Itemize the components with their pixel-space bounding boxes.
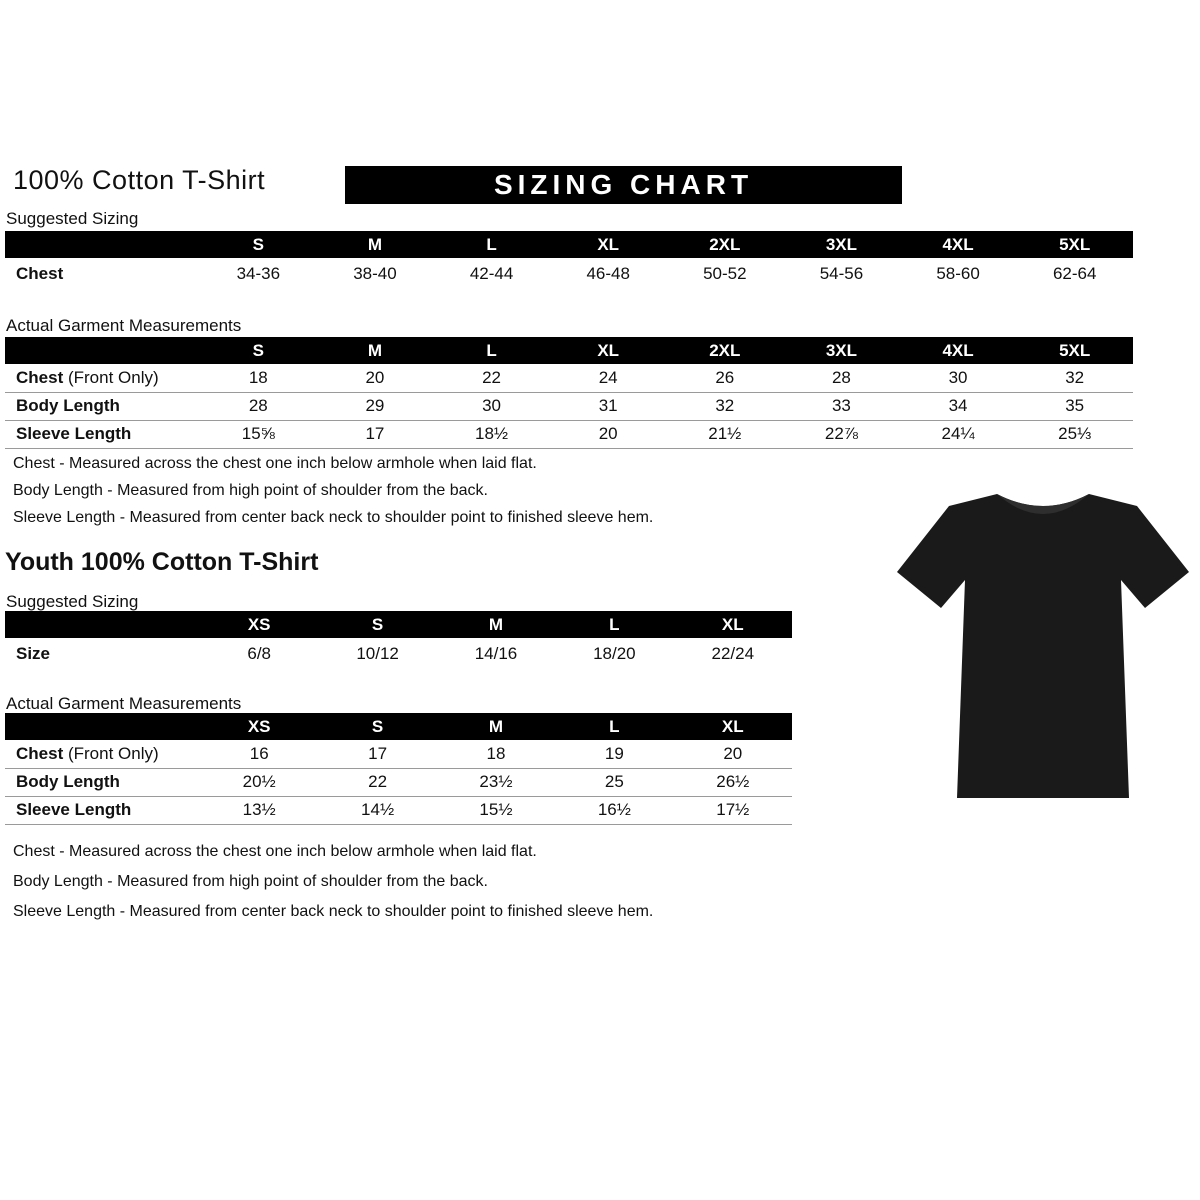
size-header-cell: L [555, 713, 673, 740]
measurement-cell: 26½ [674, 768, 792, 796]
measurement-cell: 35 [1016, 392, 1133, 420]
row-label-text: Chest [16, 743, 64, 763]
size-header-cell: L [555, 611, 673, 638]
size-header-cell: M [317, 337, 434, 364]
size-header-cell: XL [550, 337, 667, 364]
measurement-cell: 14/16 [474, 643, 518, 663]
adult-body-length-note: Body Length - Measured from high point of shoulder from the back. [13, 482, 488, 499]
measurement-cell: 17 [318, 740, 436, 768]
measurement-cell: 18/20 [593, 643, 636, 663]
adult-actual-measurements-table [5, 337, 1133, 449]
row-label-text: Sleeve Length [16, 424, 132, 443]
measurement-cell: 13½ [200, 796, 318, 824]
measurement-cell: 30 [900, 364, 1017, 392]
size-header-cell: 4XL [900, 231, 1017, 258]
size-header-cell: 5XL [1016, 337, 1133, 364]
measurement-cell: 30 [433, 392, 550, 420]
row-label-suffix-text: (Front Only) [63, 743, 159, 763]
size-header-cell: M [317, 231, 434, 258]
measurement-cell: 25 [555, 768, 673, 796]
measurement-cell: 32 [667, 392, 784, 420]
size-header-cell: 3XL [783, 337, 900, 364]
row-label [5, 638, 200, 669]
measurement-cell: 34 [900, 392, 1017, 420]
table-row [5, 768, 792, 796]
size-header-cell: 2XL [667, 337, 784, 364]
row-label [5, 420, 200, 448]
table-row [5, 420, 1133, 448]
adult-chest-note: Chest - Measured across the chest one inch below armhole when laid flat. [13, 455, 537, 472]
table-row [5, 740, 792, 768]
measurement-cell: 23½ [437, 768, 555, 796]
measurement-cell: 6/8 [247, 643, 272, 663]
measurement-cell: 17½ [674, 796, 792, 824]
measurement-cell: 28 [783, 364, 900, 392]
row-label-text: Chest [16, 367, 64, 387]
size-header-cell: L [433, 337, 550, 364]
row-label [5, 796, 200, 824]
corner-header-cell [5, 611, 200, 638]
table-row [5, 796, 792, 824]
row-label-text: Body Length [16, 772, 120, 791]
corner-header-cell [5, 337, 200, 364]
measurement-cell: 31 [550, 392, 667, 420]
youth-suggested-sizing-label: Suggested Sizing [6, 592, 139, 611]
adult-measurement-notes [13, 455, 653, 536]
measurement-cell: 19 [555, 740, 673, 768]
size-header-cell: M [437, 713, 555, 740]
adult-suggested-sizing-table [5, 231, 1133, 289]
measurement-cell: 50-52 [703, 263, 747, 283]
measurement-cell: 18½ [433, 420, 550, 448]
adult-suggested-sizing-label: Suggested Sizing [6, 209, 139, 228]
size-header-cell: L [433, 231, 550, 258]
corner-header-cell [5, 231, 200, 258]
measurement-cell: 14½ [318, 796, 436, 824]
row-label-text: Body Length [16, 396, 120, 415]
measurement-cell: 38-40 [353, 263, 397, 283]
measurement-cell: 16½ [555, 796, 673, 824]
youth-chest-note: Chest - Measured across the chest one inch below armhole when laid flat. [13, 843, 537, 860]
row-label-text: Sleeve Length [16, 800, 132, 819]
youth-sleeve-length-note: Sleeve Length - Measured from center back neck to shoulder point to finished sleeve hem. [13, 903, 654, 920]
row-label [5, 364, 200, 392]
measurement-cell: 22 [318, 768, 436, 796]
size-header-cell: M [437, 611, 555, 638]
table-row [5, 392, 1133, 420]
size-header-cell: S [200, 337, 317, 364]
measurement-cell: 21½ [667, 420, 784, 448]
size-header-cell: S [318, 611, 436, 638]
youth-suggested-sizing-table [5, 611, 792, 669]
sizing-chart-banner-label: SIZING CHART [493, 169, 754, 200]
youth-actual-measurements-table [5, 713, 792, 825]
size-header-cell: XL [674, 713, 792, 740]
row-label [5, 392, 200, 420]
measurement-cell: 16 [200, 740, 318, 768]
measurement-cell: 22⅞ [783, 420, 900, 448]
table-row [5, 258, 1133, 289]
row-label [5, 768, 200, 796]
youth-actual-measurements-label: Actual Garment Measurements [6, 694, 242, 713]
adult-sleeve-length-note: Sleeve Length - Measured from center back neck to shoulder point to finished sleeve hem. [13, 509, 654, 526]
table-header-row [5, 713, 792, 740]
youth-section-title: Youth 100% Cotton T-Shirt [5, 548, 319, 576]
measurement-cell: 26 [667, 364, 784, 392]
size-header-cell: 2XL [667, 231, 784, 258]
measurement-cell: 33 [783, 392, 900, 420]
row-label-text: Size [16, 643, 51, 663]
size-header-cell: 5XL [1016, 231, 1133, 258]
measurement-cell: 15½ [437, 796, 555, 824]
row-label [5, 258, 200, 289]
size-header-cell: XS [200, 611, 318, 638]
table-row [5, 364, 1133, 392]
measurement-cell: 18 [437, 740, 555, 768]
measurement-cell: 29 [317, 392, 434, 420]
tshirt-body-shape [897, 494, 1189, 798]
measurement-cell: 32 [1016, 364, 1133, 392]
size-header-cell: S [200, 231, 317, 258]
measurement-cell: 18 [200, 364, 317, 392]
corner-header-cell [5, 713, 200, 740]
table-header-row [5, 337, 1133, 364]
youth-body-length-note: Body Length - Measured from high point of shoulder from the back. [13, 873, 488, 890]
size-header-cell: XS [200, 713, 318, 740]
measurement-cell: 17 [317, 420, 434, 448]
size-header-cell: XL [674, 611, 792, 638]
row-label-text: Chest [16, 263, 64, 283]
measurement-cell: 10/12 [356, 643, 399, 663]
measurement-cell: 24¼ [900, 420, 1017, 448]
youth-measurement-notes [13, 843, 653, 933]
measurement-cell: 20½ [200, 768, 318, 796]
measurement-cell: 42-44 [469, 263, 514, 283]
measurement-cell: 24 [550, 364, 667, 392]
black-tshirt-image [893, 476, 1193, 821]
row-label [5, 740, 200, 768]
measurement-cell: 20 [674, 740, 792, 768]
sizing-chart-banner [345, 166, 902, 204]
measurement-cell: 46-48 [586, 263, 630, 283]
measurement-cell: 58-60 [936, 263, 980, 283]
size-header-cell: XL [550, 231, 667, 258]
measurement-cell: 34-36 [236, 263, 281, 283]
measurement-cell: 20 [317, 364, 434, 392]
table-row [5, 638, 792, 669]
measurement-cell: 15⅝ [200, 420, 317, 448]
size-header-cell: S [318, 713, 436, 740]
tshirt-graphic [893, 476, 1193, 821]
measurement-cell: 25⅓ [1016, 420, 1133, 448]
measurement-cell: 62-64 [1052, 263, 1097, 283]
adult-actual-measurements-label: Actual Garment Measurements [6, 316, 242, 335]
table-header-row [5, 611, 792, 638]
measurement-cell: 22 [433, 364, 550, 392]
size-header-cell: 4XL [900, 337, 1017, 364]
measurement-cell: 28 [200, 392, 317, 420]
measurement-cell: 22/24 [711, 643, 755, 663]
size-header-cell: 3XL [783, 231, 900, 258]
table-header-row [5, 231, 1133, 258]
row-label-suffix-text: (Front Only) [63, 367, 159, 387]
measurement-cell: 54-56 [819, 263, 864, 283]
adult-section-title: 100% Cotton T-Shirt [13, 165, 266, 195]
measurement-cell: 20 [550, 420, 667, 448]
